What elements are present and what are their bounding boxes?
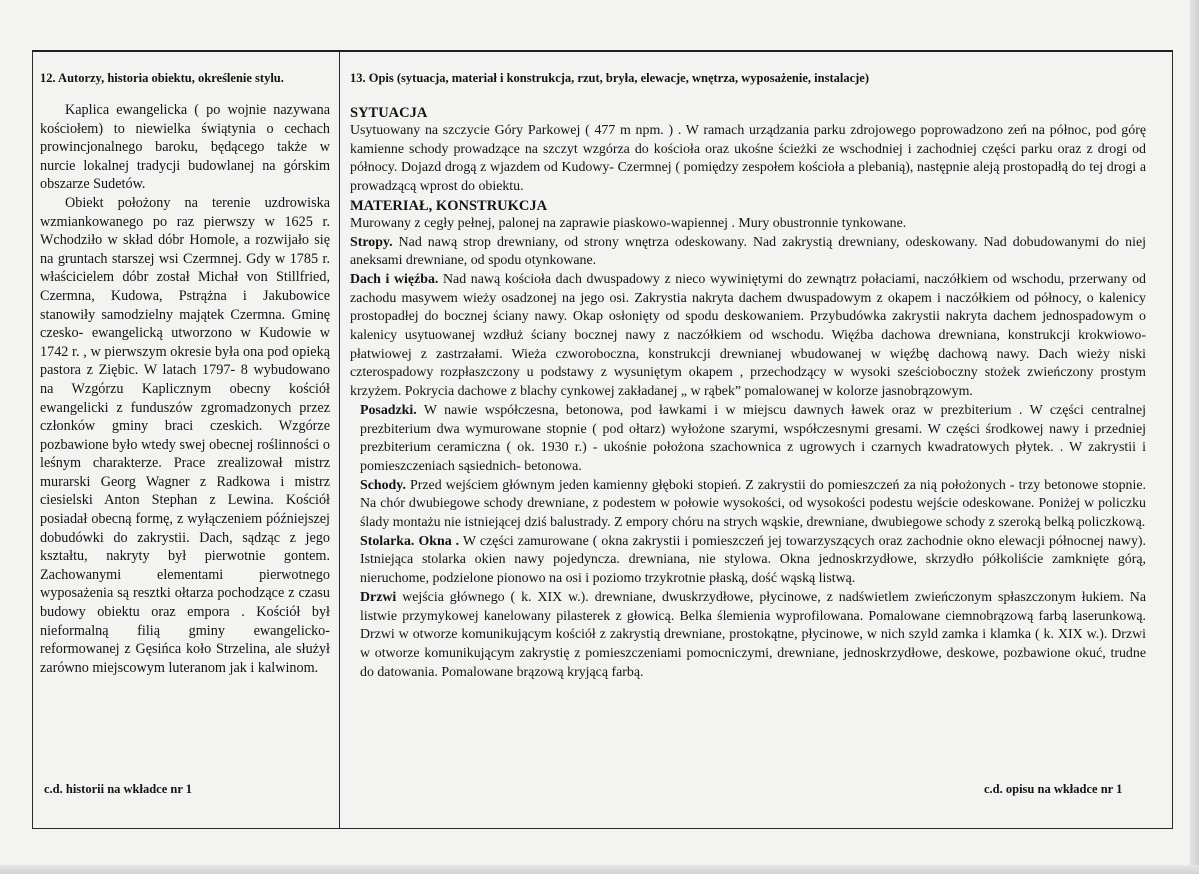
history-heading: 12. Autorzy, historia obiektu, określenie stylu. xyxy=(40,71,284,85)
dach-paragraph xyxy=(350,271,1146,402)
posadzki-label: Posadzki. xyxy=(360,402,417,418)
material-title: MATERIAŁ, KONSTRUKCJA xyxy=(350,197,548,214)
posadzki-paragraph xyxy=(350,402,1146,477)
schody-label: Schody. xyxy=(360,477,406,493)
stropy-label: Stropy. xyxy=(350,234,393,250)
dach-text: Nad nawą kościoła dach dwuspadowy z nieco wywiniętymi do zewnątrz połaciami, naczółkiem od wschodu, przerwany od zachodu masywem wieży osadzonej na jego osi. Zakrystia nakryta dachem dwuspadowym z okapem i naczółkiem od północy, o kalenicy prostopadłej do bocznej ściany nawy. Okap osłonięty od spodu deskowaniem. Przybudówka zakrystii nakryta dachem jednospadowym o kalenicy usytuowanej wzdłuż ściany bocznej nawy z naczółkiem od wschodu. Więźba dachowa drewniana, konstrukcji krokwiowo- płatwiowej z zastrzałami. Wieża czworoboczna, konstrukcji drewnianej wbudowanej w więźbę dachową nawy. Dach wieży niski czterospadowy rozpłaszczony u podstawy z wysuniętym okapem , przechodzący w wysoki sześcioboczny stożek zwieńczony prostym krzyżem. Pokrycia dachowe z blachy cynkowej zakładanej „ w rąbek” pomalowanej w kolorze jasnobrązowym. xyxy=(350,271,1146,400)
stropy-text: Nad nawą strop drewniany, od strony wnętrza odeskowany. Nad zakrystią drewniany, odeskowany. Nad dobudowanymi do niej aneksami drewniane, od spodu otynkowane. xyxy=(350,234,1146,269)
column-divider xyxy=(339,52,340,829)
drzwi-text: wejścia głównego ( k. XIX w.). drewniane, dwuskrzydłowe, płycinowe, z nadświetlem zwieńczonym spłaszczonym łukiem. Na listwie przymykowej kanelowany pilasterek z głowicą. Belka ślemienia wyprofilowana. Pomalowane ciemnobrązową farbą laserunkową. Drzwi w otworze komunikującym kościół z zakrystią drewniane, prostokątne, płycinowe, w nich szyld zamka i klamka ( k. XIX w.). Drzwi w otworze komunikującym zakrystię z pomieszczeniami pomocniczymi, drewniane, jednoskrzydłowe, deskowe, pozbawione okuć, trudne do datowania. Pomalowane brązową kryjącą farbą. xyxy=(360,589,1146,680)
stolarka-paragraph xyxy=(350,533,1146,589)
history-paragraph-1: Kaplica ewangelicka ( po wojnie nazywana kościołem) to niewielka świątynia o cechach prowincjonalnego baroku, będącego także w nurcie lokalnej tradycji budowlanej na górskim obszarze Sudetów. xyxy=(40,102,330,193)
drzwi-label: Drzwi xyxy=(360,589,397,605)
schody-text: Przed wejściem głównym jeden kamienny głęboki stopień. Z zakrystii do pomieszczeń za nią położonych - trzy betonowe stopnie. Na chór dwubiegowe schody drewniane, z podestem w połowie wysokości, od wysokości podestu wejście odeskowane. Poniżej w policzku ślady montażu nie istniejącej dziś balustrady. Z empory chóru na strych wąskie, drewniane, dwubiegowe schody z szeroką belką policzkową. xyxy=(360,477,1146,531)
dach-label: Dach i więźba. xyxy=(350,271,439,287)
history-body xyxy=(40,101,330,677)
stolarka-label: Stolarka. Okna . xyxy=(360,533,460,549)
page-edge-bottom xyxy=(0,865,1199,874)
stolarka-text: W części zamurowane ( okna zakrystii i pomieszczeń jej towarzyszących oraz zachodnie okno elewacji północnej nawy). Istniejąca stolarka okien nawy pojedyncza. drewniana, nie stylowa. Okna jednoskrzydłowe, skrzydło półkoliście zamknięte górą, nieruchome, podzielone pionowo na osi i poziomo trzykrotnie płaską, dość wąską listwą. xyxy=(360,533,1147,587)
description-heading: 13. Opis (sytuacja, materiał i konstrukcja, rzut, bryła, elewacje, wnętrza, wyposażenie, instalacje) xyxy=(350,71,870,85)
description-column xyxy=(350,70,1146,682)
sytuacja-text: Usytuowany na szczycie Góry Parkowej ( 477 m npm. ) . W ramach urządzania parku zdrojowego poprowadzono zeń na północ, pod górę kamienne schody prowadzące na szczyt wzgórza do kościoła oraz ukośne ścieżki ze wschodniej i zachodniej części parku oraz z drogi od północy. Dojazd drogą z wjazdem od Kudowy- Czermnej ( pomiędzy zespołem kościoła a plebanią), następnie aleją prostopadłą do tej drogi a prowadzącą wprost do obiektu. xyxy=(350,123,1146,195)
stropy-paragraph xyxy=(350,234,1146,271)
history-column xyxy=(40,70,330,677)
history-continued-note: c.d. historii na wkładce nr 1 xyxy=(44,782,193,796)
sytuacja-title: SYTUACJA xyxy=(350,105,428,121)
material-text: Murowany z cegły pełnej, palonej na zaprawie piaskowo-wapiennej . Mury obustronnie tynkowane. xyxy=(350,215,907,231)
description-body xyxy=(350,104,1146,682)
description-continued-note: c.d. opisu na wkładce nr 1 xyxy=(984,782,1123,796)
posadzki-text: W nawie współczesna, betonowa, pod ławkami i w miejscu dawnych ławek oraz w prezbiterium . W części centralnej prezbiterium dwa wymurowane stopnie ( pod ołtarz) wyłożone szarymi, współczesnymi gresami. W części środkowej nawy i przedniej prezbiterium ceramiczna ( ok. 1930 r.) - ukośnie położona szachownica z ugrowych i czarnych kwadratowych płytek. . W zakrystii i pomieszczeniach sąsiednich- betonowa. xyxy=(360,402,1146,474)
history-paragraph-2: Obiekt położony na terenie uzdrowiska wzmiankowanego po raz pierwszy w 1625 r. Wchodziło w skład dóbr Homole, a rozwijało się na gruntach starszej wsi Czermnej. Gdy w 1785 r. właścicielem dóbr został Michał von Stillfried, Czermna, Kudowa, Pstrążna i Jakubowice stanowiły samodzielny majątek Czermna. Gminę czesko- ewangelicką utworzono w Kudowie w 1742 r. , w pierwszym okresie była ona pod opieką pastora z Ziębic. W latach 1797- 8 wybudowano na Wzgórzu Kaplicznym obecny kościół ewangelicki z funduszów zgromadzonych przez członków gminy braci czeskich. Wzgórze pozbawione było wtedy swej obecnej roślinności o leśnym charakterze. Prace zrealizował mistrz murarski Georg Wagner z Radkowa i mistrz ciesielski Anton Stephan z Lewina. Kościół posiadał obecną formę, z wyłączeniem późniejszej dobudówki do zakrystii. Dach, sądząc z jego kształtu, nakryty był pierwotnie gontem. Zachowanymi elementami pierwotnego wyposażenia są resztki ołtarza pochodzące z czasu budowy obiektu oraz empora . Kościół był nieformalną filią gminy ewangelicko- reformowanej z Gęsińca koło Strzelina, ale służył zarówno miejscowym luteranom jak i kalwinom. xyxy=(40,194,330,676)
page-edge-right xyxy=(1190,0,1199,874)
drzwi-paragraph xyxy=(350,589,1146,683)
schody-paragraph xyxy=(350,477,1146,533)
